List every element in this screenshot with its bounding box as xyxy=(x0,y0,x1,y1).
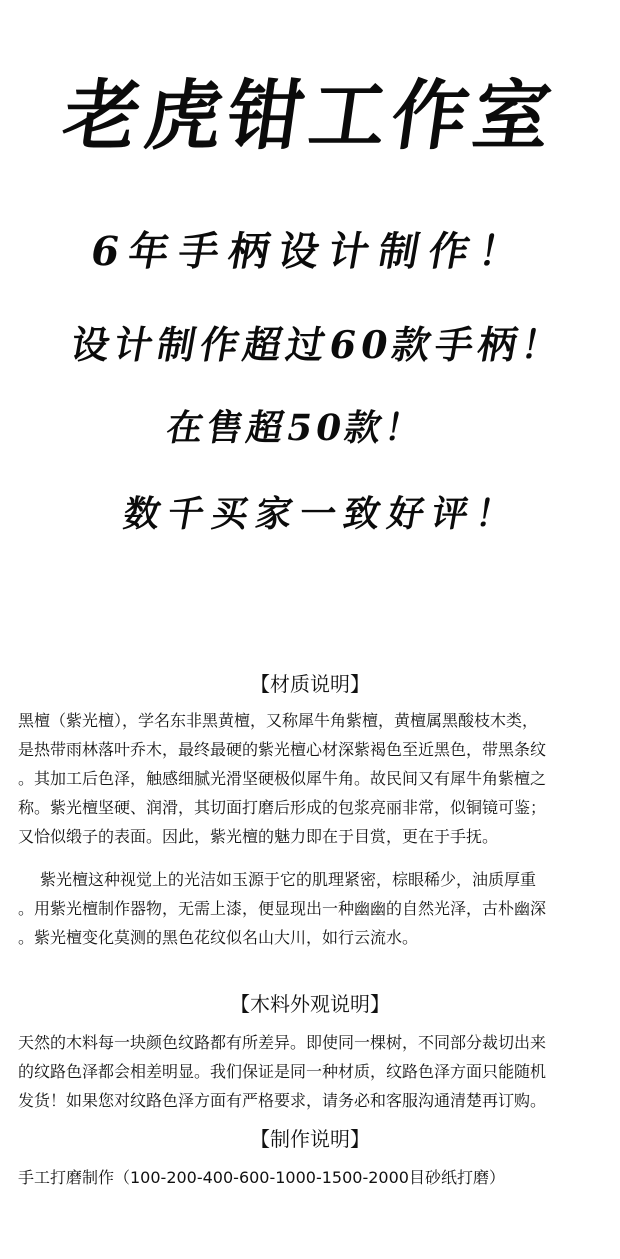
studio-title: 老虎钳工作室 xyxy=(57,71,563,160)
material-line-5: 又恰似缎子的表面。因此，紫光檀的魅力即在于目赏，更在于手抚。 xyxy=(18,827,499,846)
slogan-experience: 6年手柄设计制作！ xyxy=(87,228,534,275)
making-description xyxy=(18,1163,612,1192)
wood-line-1: 天然的木料每一块颜色纹路都有所差异。即使同一棵树，不同部分裁切出来 xyxy=(18,1033,547,1052)
material-line-7: 。用紫光檀制作器物，无需上漆，便显现出一种幽幽的自然光泽，古朴幽深 xyxy=(18,899,547,918)
wood-line-2: 的纹路色泽都会相差明显。我们保证是同一种材质，纹路色泽方面只能随机 xyxy=(18,1062,547,1081)
material-line-4: 称。紫光檀坚硬、润滑，其切面打磨后形成的包浆亮丽非常，似铜镜可鉴； xyxy=(18,798,547,817)
slogan-on-sale: 在售超50款！ xyxy=(163,407,429,449)
making-text: 手工打磨制作（100-200-400-600-1000-1500-2000目砂纸打磨） xyxy=(18,1168,505,1187)
material-description xyxy=(18,706,612,851)
material-line-6: 紫光檀这种视觉上的光洁如玉源于它的肌理紧密，棕眼稀少，油质厚重 xyxy=(40,870,537,889)
slogan-designs: 设计制作超过60款手柄！ xyxy=(67,322,569,367)
wood-appearance-description xyxy=(18,1028,612,1115)
material-line-1: 黑檀（紫光檀），学名东非黑黄檀，又称犀牛角紫檀，黄檀属黑酸枝木类， xyxy=(18,711,539,730)
wood-appearance-section-title: 【木料外观说明】 xyxy=(230,992,390,1016)
material-line-3: 。其加工后色泽，触感细腻光滑坚硬极似犀牛角。故民间又有犀牛角紫檀之 xyxy=(18,769,547,788)
material-line-2: 是热带雨林落叶乔木，最终最硬的紫光檀心材深紫褐色至近黑色，带黑条纹 xyxy=(18,740,547,759)
material-section-title: 【材质说明】 xyxy=(250,672,370,696)
wood-line-3: 发货！如果您对纹路色泽方面有严格要求，请务必和客服沟通清楚再订购。 xyxy=(18,1091,547,1110)
material-line-8: 。紫光檀变化莫测的黑色花纹似名山大川，如行云流水。 xyxy=(18,928,419,947)
slogan-reviews: 数千买家一致好评！ xyxy=(120,493,524,535)
material-description-continued xyxy=(18,865,612,952)
making-section-title: 【制作说明】 xyxy=(250,1127,370,1151)
